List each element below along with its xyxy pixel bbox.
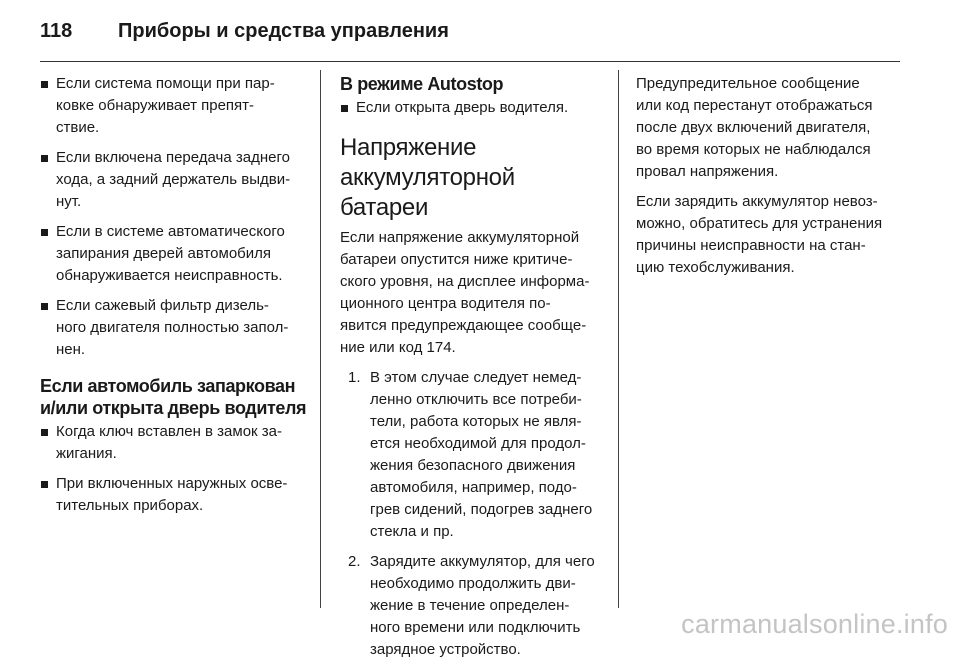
heading-line: Напряжение	[340, 134, 477, 161]
bullet-square-icon	[41, 429, 48, 436]
heading-line: Если автомобиль запаркован	[40, 376, 296, 396]
text-line: необходимо продолжить дви-	[370, 575, 576, 592]
numbered-item	[340, 367, 608, 543]
section-heading-battery	[340, 133, 608, 223]
page-header	[40, 14, 900, 54]
heading-line: и/или открыта дверь водителя	[40, 398, 307, 418]
list-item	[40, 73, 308, 139]
text-line: ционного центра водителя по-	[340, 295, 551, 312]
text-line: зарядное устройство.	[370, 641, 521, 658]
text-line: Когда ключ вставлен в замок за-	[56, 423, 282, 440]
text-line: автомобиля, например, подо-	[370, 479, 577, 496]
bullet-list-bottom	[40, 421, 308, 517]
header-rule	[40, 61, 900, 62]
text-line: Если включена передача заднего	[56, 149, 290, 166]
text-line: Если в системе автоматического	[56, 223, 285, 240]
list-item	[40, 147, 308, 213]
bullet-text: Если открыта дверь водителя.	[356, 99, 569, 116]
text-line: цию техобслуживания.	[636, 259, 795, 276]
bullet-square-icon	[41, 481, 48, 488]
text-line: ковке обнаруживает препят-	[56, 97, 255, 114]
watermark: carmanualsonline.info	[681, 609, 948, 639]
heading-line: аккумуляторной батареи	[340, 164, 515, 221]
text-line: явится предупреждающее сообще-	[340, 317, 587, 334]
text-line: ного двигателя полностью запол-	[56, 319, 289, 336]
text-line: тительных приборах.	[56, 497, 204, 514]
column-1	[40, 73, 308, 525]
text-line: Предупредительное сообщение	[636, 75, 860, 92]
text-line: после двух включений двигателя,	[636, 119, 871, 136]
text-line: ного времени или подключить	[370, 619, 581, 636]
text-line: во время которых не наблюдался	[636, 141, 871, 158]
text-line: запирания дверей автомобиля	[56, 245, 272, 262]
item-number: 2.	[348, 553, 361, 570]
text-line: провал напряжения.	[636, 163, 779, 180]
bullet-list-top	[40, 73, 308, 361]
bullet-square-icon	[41, 229, 48, 236]
text-line: ствие.	[56, 119, 100, 136]
text-line: жения безопасного движения	[370, 457, 576, 474]
text-line: можно, обратитесь для устранения	[636, 215, 883, 232]
list-item	[40, 421, 308, 465]
list-item	[40, 221, 308, 287]
text-line: тели, работа которых не явля-	[370, 413, 582, 430]
text-line: нут.	[56, 193, 82, 210]
text-line: Если система помощи при пар-	[56, 75, 275, 92]
page-title: Приборы и средства управления	[118, 20, 449, 42]
list-item	[340, 97, 608, 119]
text-line: Если напряжение аккумуляторной	[340, 229, 580, 246]
text-line: жение в течение определен-	[370, 597, 570, 614]
column-3	[636, 73, 908, 287]
page-number: 118	[40, 20, 73, 42]
bullet-square-icon	[41, 303, 48, 310]
battery-paragraph	[340, 227, 608, 359]
text-line: причины неисправности на стан-	[636, 237, 866, 254]
numbered-item	[340, 551, 608, 661]
section-heading-parked	[40, 375, 308, 419]
text-line: нен.	[56, 341, 86, 358]
paragraph-service	[636, 191, 908, 279]
text-line: жигания.	[56, 445, 117, 462]
column-2	[340, 73, 608, 669]
column-divider-1	[320, 70, 321, 608]
text-line: В этом случае следует немед-	[370, 369, 582, 386]
text-line: батареи опустится ниже критиче-	[340, 251, 573, 268]
bullet-square-icon	[341, 105, 348, 112]
text-line: обнаруживается неисправность.	[56, 267, 283, 284]
text-line: ского уровня, на дисплее информа-	[340, 273, 590, 290]
text-line: Если сажевый фильтр дизель-	[56, 297, 269, 314]
item-number: 1.	[348, 369, 361, 386]
text-line: Зарядите аккумулятор, для чего	[370, 553, 595, 570]
text-line: или код перестанут отображаться	[636, 97, 873, 114]
bullet-square-icon	[41, 155, 48, 162]
text-line: грев сидений, подогрев заднего	[370, 501, 593, 518]
text-line: ется необходимой для продол-	[370, 435, 586, 452]
text-line: Если зарядить аккумулятор невоз-	[636, 193, 878, 210]
list-item	[40, 473, 308, 517]
list-item	[40, 295, 308, 361]
text-line: ние или код 174.	[340, 339, 456, 356]
numbered-list	[340, 367, 608, 661]
subheading-autostop: В режиме Autostop	[340, 74, 504, 94]
column-divider-2	[618, 70, 619, 608]
text-line: ленно отключить все потреби-	[370, 391, 582, 408]
paragraph-warning-clear	[636, 73, 908, 183]
bullet-square-icon	[41, 81, 48, 88]
text-line: хода, а задний держатель выдви-	[56, 171, 291, 188]
text-line: стекла и пр.	[370, 523, 454, 540]
text-line: При включенных наружных осве-	[56, 475, 288, 492]
